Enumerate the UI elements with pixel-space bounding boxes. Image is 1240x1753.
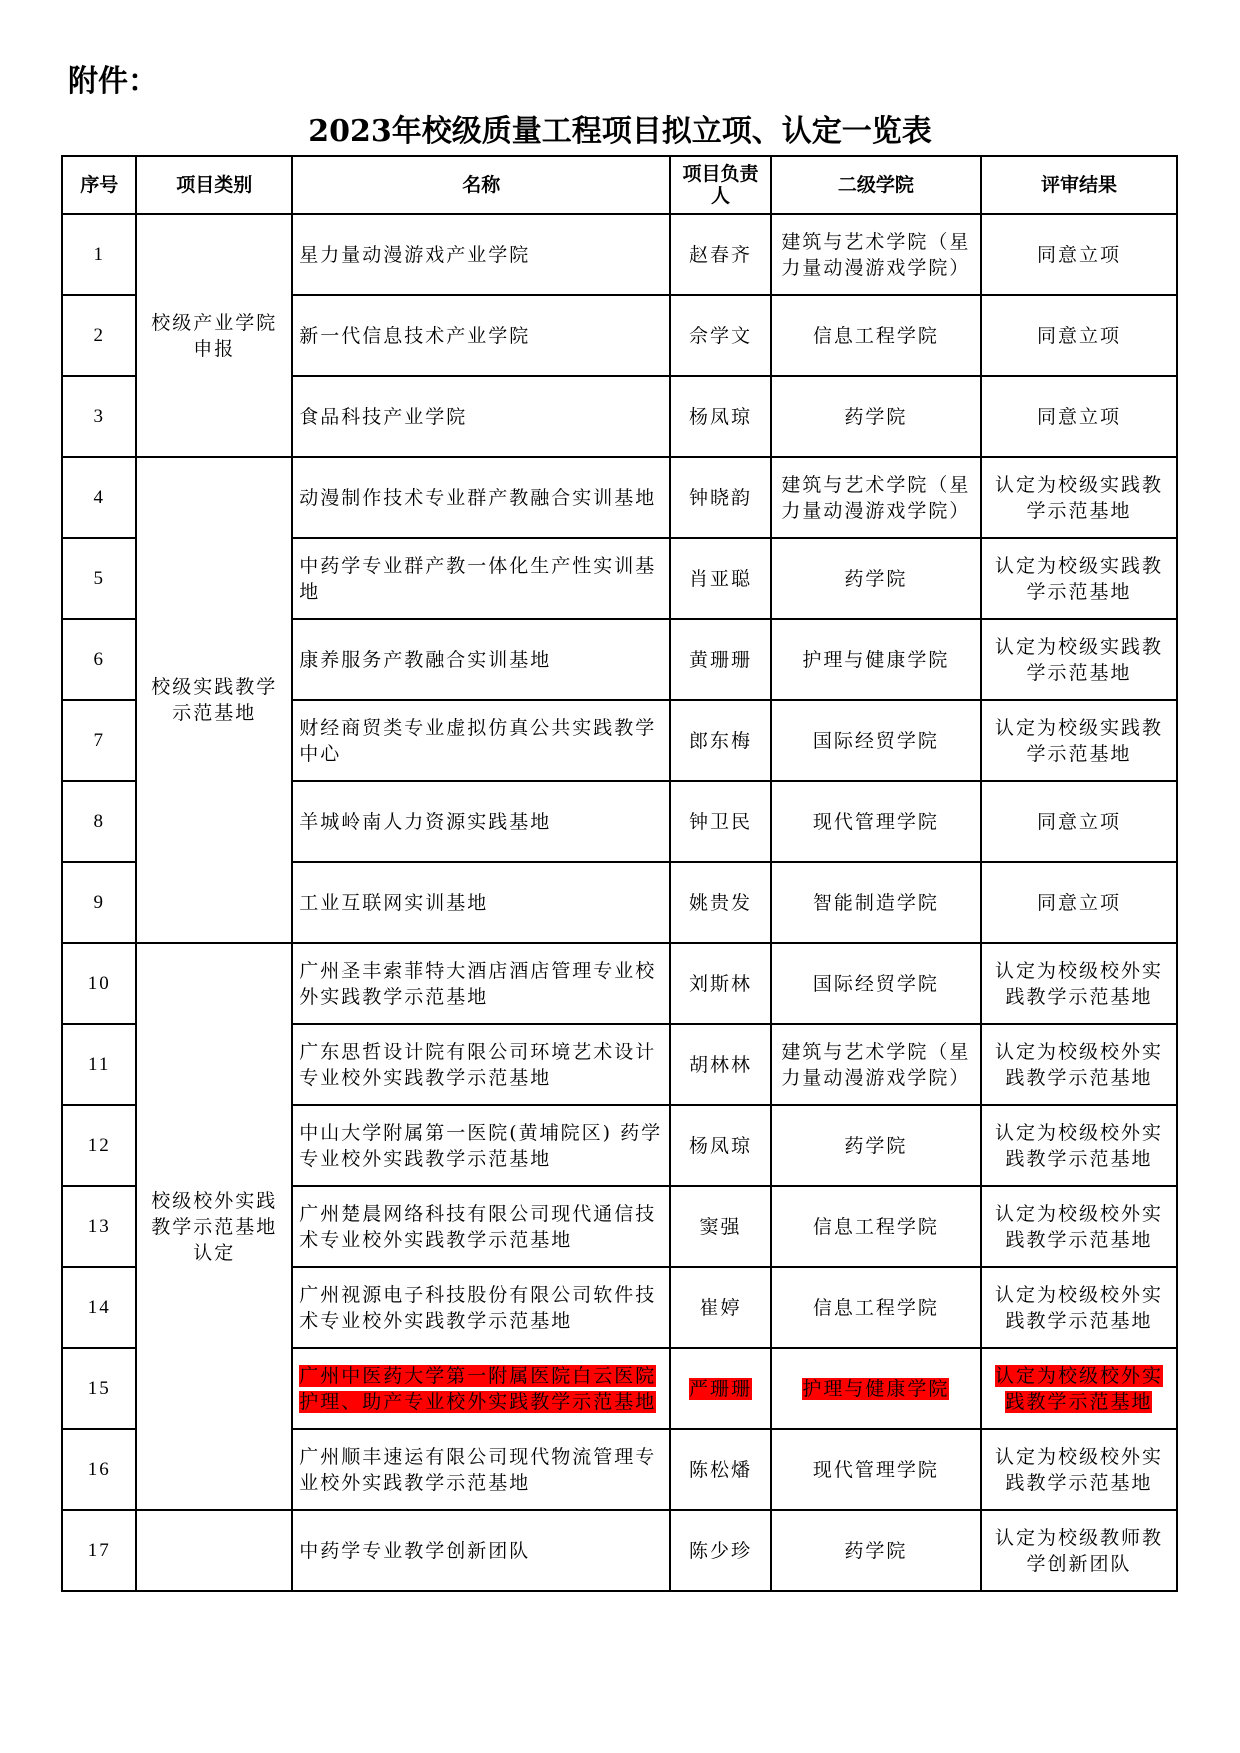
- row-leader: 肖亚聪: [670, 538, 771, 619]
- row-leader: 窦强: [670, 1186, 771, 1267]
- header-leader: 项目负责人: [670, 156, 771, 214]
- row-leader: 赵春齐: [670, 214, 771, 295]
- row-leader: 杨凤琼: [670, 376, 771, 457]
- row-name: 新一代信息技术产业学院: [292, 295, 670, 376]
- row-result: 认定为校级校外实践教学示范基地: [981, 1429, 1177, 1510]
- row-result-cell: [981, 1348, 1177, 1429]
- row-seq: 11: [62, 1024, 136, 1105]
- row-name: 工业互联网实训基地: [292, 862, 670, 943]
- row-college: 药学院: [771, 1105, 981, 1186]
- row-seq: 4: [62, 457, 136, 538]
- header-college: 二级学院: [771, 156, 981, 214]
- row-result: 认定为校级校外实践教学示范基地: [981, 1186, 1177, 1267]
- header-seq: 序号: [62, 156, 136, 214]
- row-name: 康养服务产教融合实训基地: [292, 619, 670, 700]
- table-header-row: [62, 156, 1177, 214]
- row-seq: 14: [62, 1267, 136, 1348]
- row-seq: 16: [62, 1429, 136, 1510]
- row-seq: 3: [62, 376, 136, 457]
- row-result: 认定为校级实践教学示范基地: [981, 700, 1177, 781]
- row-seq: 2: [62, 295, 136, 376]
- category-cell: 校级产业学院申报: [136, 214, 292, 457]
- row-leader: 黄珊珊: [670, 619, 771, 700]
- row-leader: 钟晓韵: [670, 457, 771, 538]
- row-name-cell: [292, 1348, 670, 1429]
- row-seq: 17: [62, 1510, 136, 1591]
- row-college: 信息工程学院: [771, 1267, 981, 1348]
- project-table: [61, 155, 1178, 1592]
- row-seq: 12: [62, 1105, 136, 1186]
- row-college: 现代管理学院: [771, 781, 981, 862]
- category-cell: 校级实践教学示范基地: [136, 457, 292, 943]
- row-leader: 陈松燔: [670, 1429, 771, 1510]
- row-name: 食品科技产业学院: [292, 376, 670, 457]
- row-seq: 6: [62, 619, 136, 700]
- row-seq: 7: [62, 700, 136, 781]
- row-seq: 13: [62, 1186, 136, 1267]
- row-name: 羊城岭南人力资源实践基地: [292, 781, 670, 862]
- row-leader: 杨凤琼: [670, 1105, 771, 1186]
- row-result: 认定为校级实践教学示范基地: [981, 538, 1177, 619]
- row-college: 药学院: [771, 538, 981, 619]
- row-name: 广州圣丰索菲特大酒店酒店管理专业校外实践教学示范基地: [292, 943, 670, 1024]
- header-result: 评审结果: [981, 156, 1177, 214]
- row-leader: 姚贵发: [670, 862, 771, 943]
- row-name: 广州视源电子科技股份有限公司软件技术专业校外实践教学示范基地: [292, 1267, 670, 1348]
- row-seq: 1: [62, 214, 136, 295]
- row-result: 同意立项: [981, 376, 1177, 457]
- category-cell: 校级校外实践教学示范基地认定: [136, 943, 292, 1510]
- table-row: [62, 457, 1177, 538]
- row-name: 财经商贸类专业虚拟仿真公共实践教学中心: [292, 700, 670, 781]
- row-result: 认定为校级校外实践教学示范基地: [981, 943, 1177, 1024]
- row-leader: 郎东梅: [670, 700, 771, 781]
- row-leader-cell: [670, 1348, 771, 1429]
- row-name: 中药学专业群产教一体化生产性实训基地: [292, 538, 670, 619]
- row-leader: 佘学文: [670, 295, 771, 376]
- row-college: 信息工程学院: [771, 1186, 981, 1267]
- row-leader: 胡林林: [670, 1024, 771, 1105]
- highlighted-row-result: 认定为校级校外实践教学示范基地: [994, 1364, 1163, 1413]
- row-name: 动漫制作技术专业群产教融合实训基地: [292, 457, 670, 538]
- row-college: 现代管理学院: [771, 1429, 981, 1510]
- row-name: 星力量动漫游戏产业学院: [292, 214, 670, 295]
- highlighted-row-leader: 严珊珊: [689, 1377, 753, 1400]
- row-college: 信息工程学院: [771, 295, 981, 376]
- row-college: 建筑与艺术学院（星力量动漫游戏学院）: [771, 1024, 981, 1105]
- row-result: 同意立项: [981, 862, 1177, 943]
- row-seq: 10: [62, 943, 136, 1024]
- row-leader: 陈少珍: [670, 1510, 771, 1591]
- row-seq: 5: [62, 538, 136, 619]
- row-leader: 崔婷: [670, 1267, 771, 1348]
- row-college: 建筑与艺术学院（星力量动漫游戏学院）: [771, 457, 981, 538]
- row-seq: 8: [62, 781, 136, 862]
- highlighted-row-college: 护理与健康学院: [802, 1377, 950, 1400]
- row-college: 国际经贸学院: [771, 700, 981, 781]
- row-name: 广州顺丰速运有限公司现代物流管理专业校外实践教学示范基地: [292, 1429, 670, 1510]
- row-name: 广州楚晨网络科技有限公司现代通信技术专业校外实践教学示范基地: [292, 1186, 670, 1267]
- row-college: 建筑与艺术学院（星力量动漫游戏学院）: [771, 214, 981, 295]
- row-result: 认定为校级校外实践教学示范基地: [981, 1267, 1177, 1348]
- row-result: 同意立项: [981, 214, 1177, 295]
- page-title: 2023年校级质量工程项目拟立项、认定一览表: [308, 114, 932, 149]
- row-result: 认定为校级校外实践教学示范基地: [981, 1024, 1177, 1105]
- table-row: [62, 943, 1177, 1024]
- header-name: 名称: [292, 156, 670, 214]
- attachment-label: 附件：: [68, 64, 158, 99]
- category-cell-empty: [136, 1510, 292, 1591]
- row-result: 认定为校级教师教学创新团队: [981, 1510, 1177, 1591]
- highlighted-row-name: 广州中医药大学第一附属医院白云医院护理、助产专业校外实践教学示范基地: [299, 1364, 657, 1413]
- header-category: 项目类别: [136, 156, 292, 214]
- row-seq: 9: [62, 862, 136, 943]
- row-seq: 15: [62, 1348, 136, 1429]
- row-college: 智能制造学院: [771, 862, 981, 943]
- row-college-cell: [771, 1348, 981, 1429]
- row-result: 认定为校级实践教学示范基地: [981, 619, 1177, 700]
- row-name: 广东思哲设计院有限公司环境艺术设计专业校外实践教学示范基地: [292, 1024, 670, 1105]
- row-leader: 钟卫民: [670, 781, 771, 862]
- row-leader: 刘斯林: [670, 943, 771, 1024]
- row-college: 药学院: [771, 1510, 981, 1591]
- row-result: 同意立项: [981, 781, 1177, 862]
- table-row: [62, 1510, 1177, 1591]
- row-name: 中山大学附属第一医院(黄埔院区) 药学专业校外实践教学示范基地: [292, 1105, 670, 1186]
- row-college: 药学院: [771, 376, 981, 457]
- row-result: 认定为校级校外实践教学示范基地: [981, 1105, 1177, 1186]
- row-college: 国际经贸学院: [771, 943, 981, 1024]
- row-result: 同意立项: [981, 295, 1177, 376]
- row-college: 护理与健康学院: [771, 619, 981, 700]
- table-row: [62, 214, 1177, 295]
- row-result: 认定为校级实践教学示范基地: [981, 457, 1177, 538]
- row-name: 中药学专业教学创新团队: [292, 1510, 670, 1591]
